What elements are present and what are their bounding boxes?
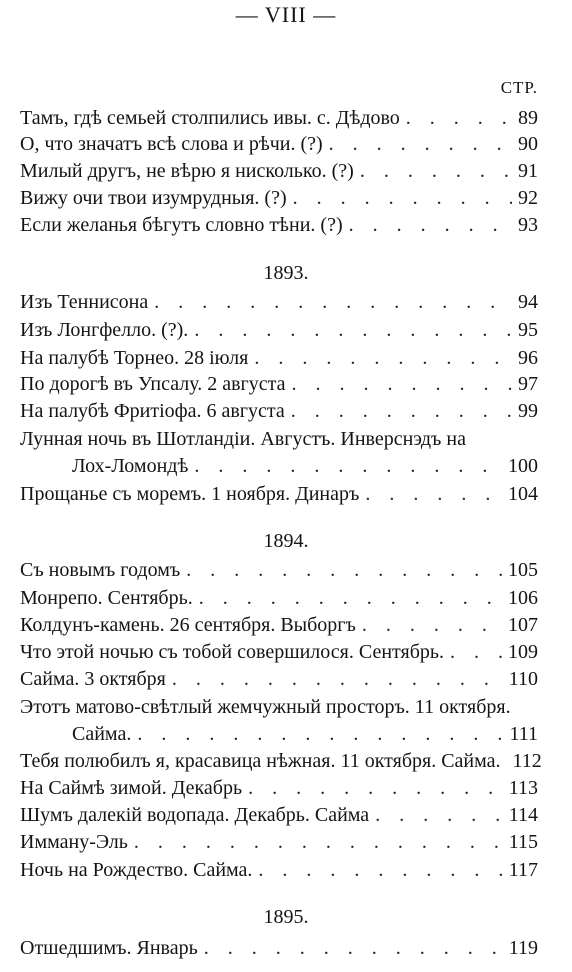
toc-entry-page: 117 — [508, 859, 538, 881]
toc-entry-page: 100 — [508, 455, 538, 477]
toc-entry-title: Монрепо. Сентябрь. — [20, 587, 193, 609]
leader-dots — [369, 803, 503, 827]
toc-entry-title: Имману-Эль — [20, 831, 128, 853]
toc-entry-page: 111 — [509, 723, 538, 745]
toc-entry — [20, 213, 538, 237]
toc-entry — [20, 858, 538, 882]
toc-entry-title: Изъ Лонгфелло. (?). — [20, 319, 189, 341]
toc-entry-title: Съ новымъ годомъ — [20, 559, 181, 581]
toc-entry-page: 119 — [508, 937, 538, 959]
leader-dots — [148, 290, 512, 314]
leader-dots — [323, 132, 512, 156]
toc-entry — [20, 290, 538, 314]
toc-entry — [20, 132, 538, 156]
toc-entry-title: Изъ Теннисона — [20, 291, 149, 313]
toc-entry-title: Прощанье съ моремъ. 1 ноября. Динаръ — [20, 483, 360, 505]
toc-entry-page: 114 — [508, 804, 538, 826]
leader-dots — [356, 613, 502, 637]
toc-entry — [20, 186, 538, 210]
toc-entry-title: Этотъ матово-свѣтлый жемчужный просторъ. 11 октября. — [20, 696, 511, 718]
toc-entry — [20, 159, 538, 183]
leader-dots — [400, 106, 512, 130]
leader-dots — [354, 159, 512, 183]
toc-entry — [20, 399, 538, 423]
leader-dots — [285, 399, 512, 423]
toc-entry-title: Шумъ далекій водопада. Декабрь. Сайма — [20, 804, 370, 826]
toc-entry-page: 93 — [518, 214, 538, 236]
toc-entry-page: 91 — [518, 160, 538, 182]
toc-entry-title: Вижу очи твои изумрудныя. (?) — [20, 187, 287, 209]
toc-entry — [20, 106, 538, 130]
toc-entry-first-line — [20, 427, 538, 451]
toc-entry — [20, 346, 538, 370]
toc-entry-page: 113 — [508, 777, 538, 799]
leader-dots — [501, 749, 507, 773]
leader-dots — [128, 830, 503, 854]
toc-entry-title-continuation: Сайма. — [72, 723, 132, 745]
toc-entry-title: Сайма. 3 октября — [20, 668, 166, 690]
leader-dots — [131, 722, 503, 746]
leader-dots — [252, 858, 502, 882]
toc-entry-page: 109 — [508, 641, 538, 663]
toc-entry — [20, 936, 538, 960]
toc-entry-page: 99 — [518, 400, 538, 422]
leader-dots — [188, 454, 502, 478]
leader-dots — [444, 640, 502, 664]
page-header: — VIII — — [235, 2, 337, 27]
toc-entry — [20, 586, 538, 610]
toc-entry — [20, 482, 538, 506]
toc-entry-page: 112 — [512, 750, 542, 772]
toc-entry-title: На палубѣ Фритіофа. 6 августа — [20, 400, 285, 422]
leader-dots — [180, 558, 502, 582]
toc-entry — [20, 318, 538, 342]
toc-entry-page: 89 — [518, 107, 538, 129]
leader-dots — [166, 667, 503, 691]
leader-dots — [286, 372, 513, 396]
toc-entry-page: 115 — [508, 831, 538, 853]
toc-entry-title: О, что значатъ всѣ слова и рѣчи. (?) — [20, 133, 323, 155]
toc-entry — [20, 803, 538, 827]
toc-entry-page: 106 — [508, 587, 538, 609]
toc-entry-page: 110 — [508, 668, 538, 690]
leader-dots — [287, 186, 512, 210]
toc-entry-page: 94 — [518, 291, 538, 313]
toc-entry-title: На палубѣ Торнео. 28 іюля — [20, 347, 249, 369]
toc-entry-first-line — [20, 695, 538, 719]
leader-dots — [248, 346, 512, 370]
toc-entry-title: Что этой ночью съ тобой совершилося. Сентябрь. — [20, 641, 444, 663]
toc-entry — [20, 640, 538, 664]
leader-dots — [242, 776, 503, 800]
leader-dots — [343, 213, 512, 237]
leader-dots — [198, 936, 503, 960]
toc-entry-page: 90 — [518, 133, 538, 155]
toc-entry-title: Колдунъ-камень. 26 сентября. Выборгъ — [20, 614, 356, 636]
toc-entry-page: 104 — [508, 483, 538, 505]
toc-entry — [20, 372, 538, 396]
toc-entry-page: 105 — [508, 559, 538, 581]
toc-entry-title: По дорогѣ въ Упсалу. 2 августа — [20, 373, 286, 395]
toc-entry-title: На Саймѣ зимой. Декабрь — [20, 777, 243, 799]
toc-entry — [20, 667, 538, 691]
toc-entry-continuation — [72, 454, 538, 478]
toc-entry — [20, 830, 538, 854]
leader-dots — [188, 318, 512, 342]
toc-entry-title: Отшедшимъ. Январь — [20, 937, 198, 959]
year-heading: 1893. — [263, 262, 309, 284]
toc-entry-title: Милый другъ, не вѣрю я нисколько. (?) — [20, 160, 354, 182]
toc-entry — [20, 613, 538, 637]
toc-entry-page: 95 — [518, 319, 538, 341]
toc-entry-page: 96 — [518, 347, 538, 369]
toc-entry — [20, 776, 538, 800]
toc-entry-page: 97 — [518, 373, 538, 395]
toc-entry-page: 92 — [518, 187, 538, 209]
year-heading: 1895. — [263, 906, 309, 928]
leader-dots — [193, 586, 502, 610]
year-heading: 1894. — [263, 530, 309, 552]
toc-entry-title: Тамъ, гдѣ семьей столпились ивы. с. Дѣдово — [20, 107, 400, 129]
toc-entry-title: Тебя полюбилъ я, красавица нѣжная. 11 октября. Сайма. — [20, 750, 501, 772]
toc-entry-title: Ночь на Рождество. Сайма. — [20, 859, 253, 881]
toc-entry-page: 107 — [508, 614, 538, 636]
toc-entry-title: Если желанья бѣгутъ словно тѣни. (?) — [20, 214, 343, 236]
toc-entry — [20, 749, 542, 773]
page-column-heading: СТР. — [500, 78, 538, 97]
toc-entry-title: Лунная ночь въ Шотландіи. Августъ. Инверснэдъ на — [20, 428, 466, 450]
leader-dots — [359, 482, 502, 506]
toc-entry — [20, 558, 538, 582]
toc-entry-title-continuation: Лох-Ломондѣ — [72, 455, 189, 477]
toc-entry-continuation — [72, 722, 538, 746]
